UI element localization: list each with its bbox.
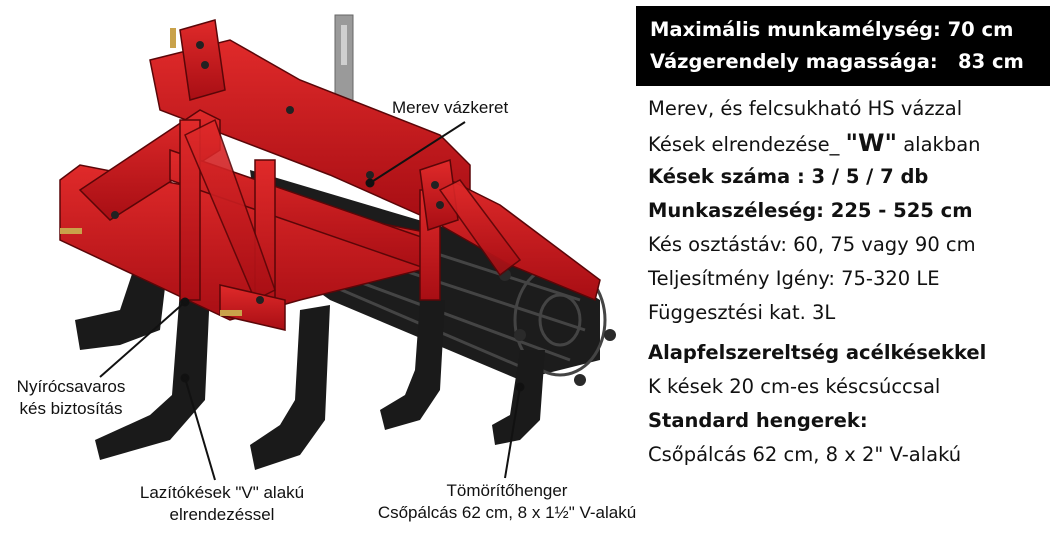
spec-knife-arrangement-suffix: alakban (897, 133, 981, 156)
callout-loosening-knives (112, 482, 332, 526)
callout-shear-bolt (0, 376, 142, 420)
callout-compactor (352, 480, 662, 524)
key-specs-box (636, 6, 1050, 86)
spec-knife-spacing: Kés osztástáv: 60, 75 vagy 90 cm (648, 233, 976, 256)
spec-frame: Merev, és felcsukható HS vázzal (648, 97, 963, 120)
spec-knife-arrangement-shape: "W" (845, 129, 898, 157)
callout-shear-bolt-line2: kés biztosítás (19, 399, 123, 418)
callout-compactor-line1: Tömörítőhenger (446, 481, 568, 500)
callout-compactor-line2: Csőpálcás 62 cm, 8 x 1½" V-alakú (377, 503, 637, 522)
callout-loosening-knives-line2: elrendezéssel (169, 505, 275, 524)
callout-shear-bolt-line1: Nyírócsavaros (16, 377, 126, 396)
spec-standard-header: Alapfelszereltség acélkésekkel (648, 341, 987, 364)
spec-rollers-header: Standard hengerek: (648, 409, 868, 432)
callout-frame: Merev vázkeret (392, 98, 509, 117)
spec-working-width: Munkaszéleség: 225 - 525 cm (648, 199, 973, 222)
spec-list (648, 92, 1058, 472)
frame-height: Vázgerendely magassága: 83 cm (650, 50, 1024, 73)
spec-knife-arrangement-prefix: Kések elrendezése_ (648, 133, 846, 156)
spec-hitch: Függesztési kat. 3L (648, 301, 836, 324)
spec-knife-arrangement (648, 126, 1058, 160)
callout-loosening-knives-line1: Lazítókések "V" alakú (139, 483, 305, 502)
spec-knife-count: Kések száma : 3 / 5 / 7 db (648, 165, 929, 188)
max-depth: Maximális munkamélység: 70 cm (650, 18, 1014, 41)
spec-power: Teljesítmény Igény: 75-320 LE (648, 267, 940, 290)
spec-rollers: Csőpálcás 62 cm, 8 x 2" V-alakú (648, 443, 962, 466)
spec-knives: K kések 20 cm-es késcsúccsal (648, 375, 941, 398)
